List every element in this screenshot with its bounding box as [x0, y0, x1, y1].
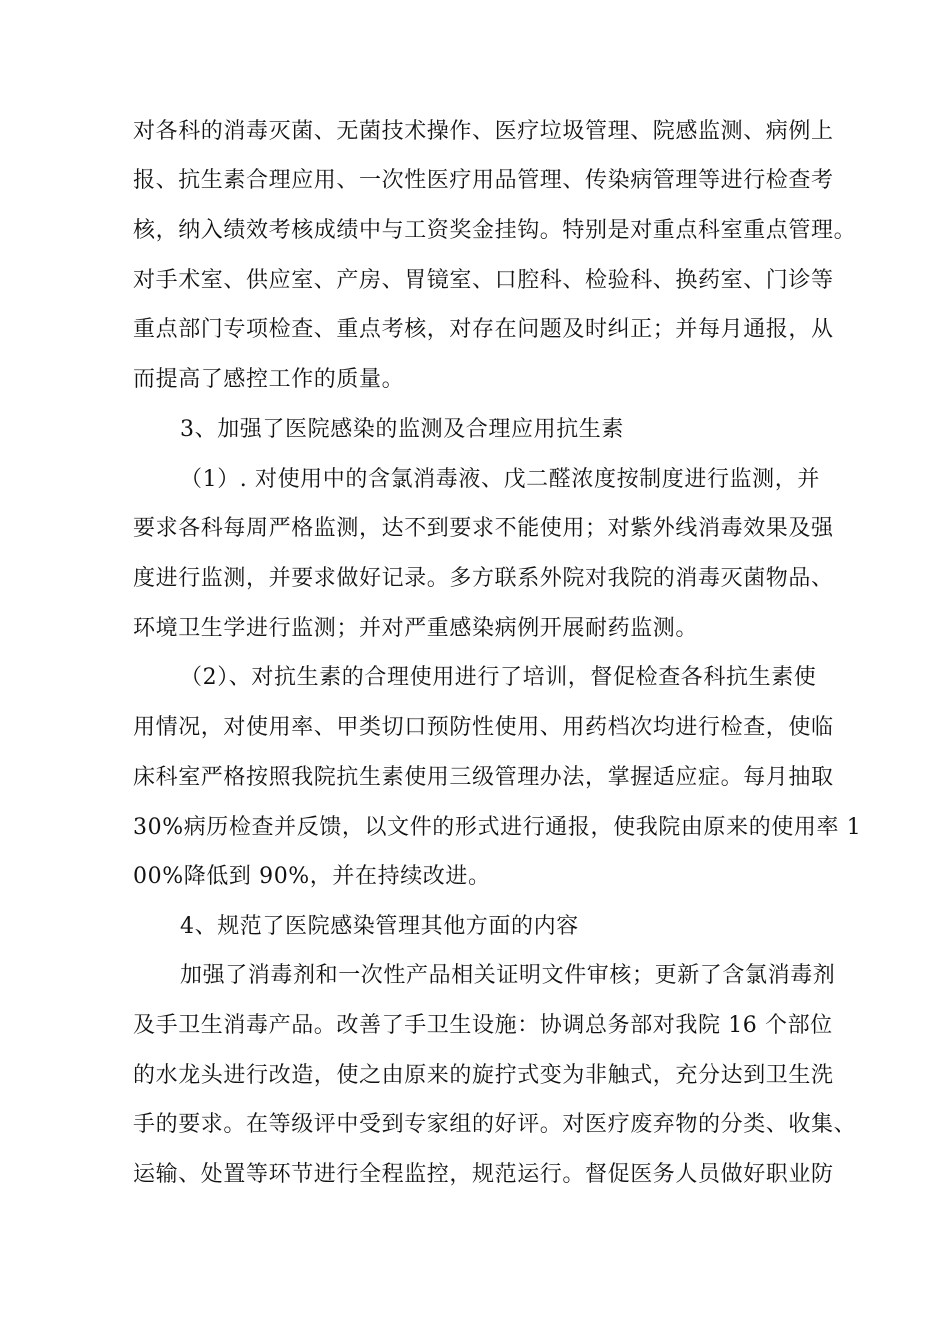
text-line: 对各科的消毒灭菌、无菌技术操作、医疗垃圾管理、院感监测、病例上: [133, 119, 834, 144]
section-heading: 4、规范了医院感染管理其他方面的内容: [180, 914, 579, 939]
text-line: （2）、对抗生素的合理使用进行了培训，督促检查各科抗生素使: [180, 665, 817, 690]
text-line: 对手术室、供应室、产房、胃镜室、口腔科、检验科、换药室、门诊等: [133, 268, 834, 293]
text-line: 的水龙头进行改造，使之由原来的旋拧式变为非触式，充分达到卫生洗: [133, 1063, 834, 1088]
text-line: 加强了消毒剂和一次性产品相关证明文件审核；更新了含氯消毒剂: [180, 963, 836, 988]
text-line: 床科室严格按照我院抗生素使用三级管理办法，掌握适应症。每月抽取: [133, 765, 834, 790]
text-line: 及手卫生消毒产品。改善了手卫生设施：协调总务部对我院 16 个部位: [133, 1013, 833, 1038]
text-line: 要求各科每周严格监测，达不到要求不能使用；对紫外线消毒效果及强: [133, 516, 834, 541]
text-line: 报、抗生素合理应用、一次性医疗用品管理、传染病管理等进行检查考: [133, 168, 834, 193]
section-heading: 3、加强了医院感染的监测及合理应用抗生素: [180, 417, 624, 442]
text-line: 手的要求。在等级评中受到专家组的好评。对医疗废弃物的分类、收集、: [133, 1112, 857, 1137]
text-line: 用情况，对使用率、甲类切口预防性使用、用药档次均进行检查，使临: [133, 715, 834, 740]
text-line: 重点部门专项检查、重点考核，对存在问题及时纠正；并每月通报，从: [133, 317, 834, 342]
text-line: 环境卫生学进行监测；并对严重感染病例开展耐药监测。: [133, 616, 699, 641]
text-line: 核，纳入绩效考核成绩中与工资奖金挂钩。特别是对重点科室重点管理。: [133, 218, 857, 243]
text-line: 30%病历检查并反馈，以文件的形式进行通报，使我院由原来的使用率 1: [133, 815, 862, 840]
text-line: 运输、处置等环节进行全程监控，规范运行。督促医务人员做好职业防: [133, 1162, 834, 1187]
text-line: （1）. 对使用中的含氯消毒液、戊二醛浓度按制度进行监测，并: [180, 467, 820, 492]
text-line: 00%降低到 90%，并在持续改进。: [133, 864, 491, 889]
text-line: 而提高了感控工作的质量。: [133, 367, 405, 392]
text-line: 度进行监测，并要求做好记录。多方联系外院对我院的消毒灭菌物品、: [133, 566, 834, 591]
